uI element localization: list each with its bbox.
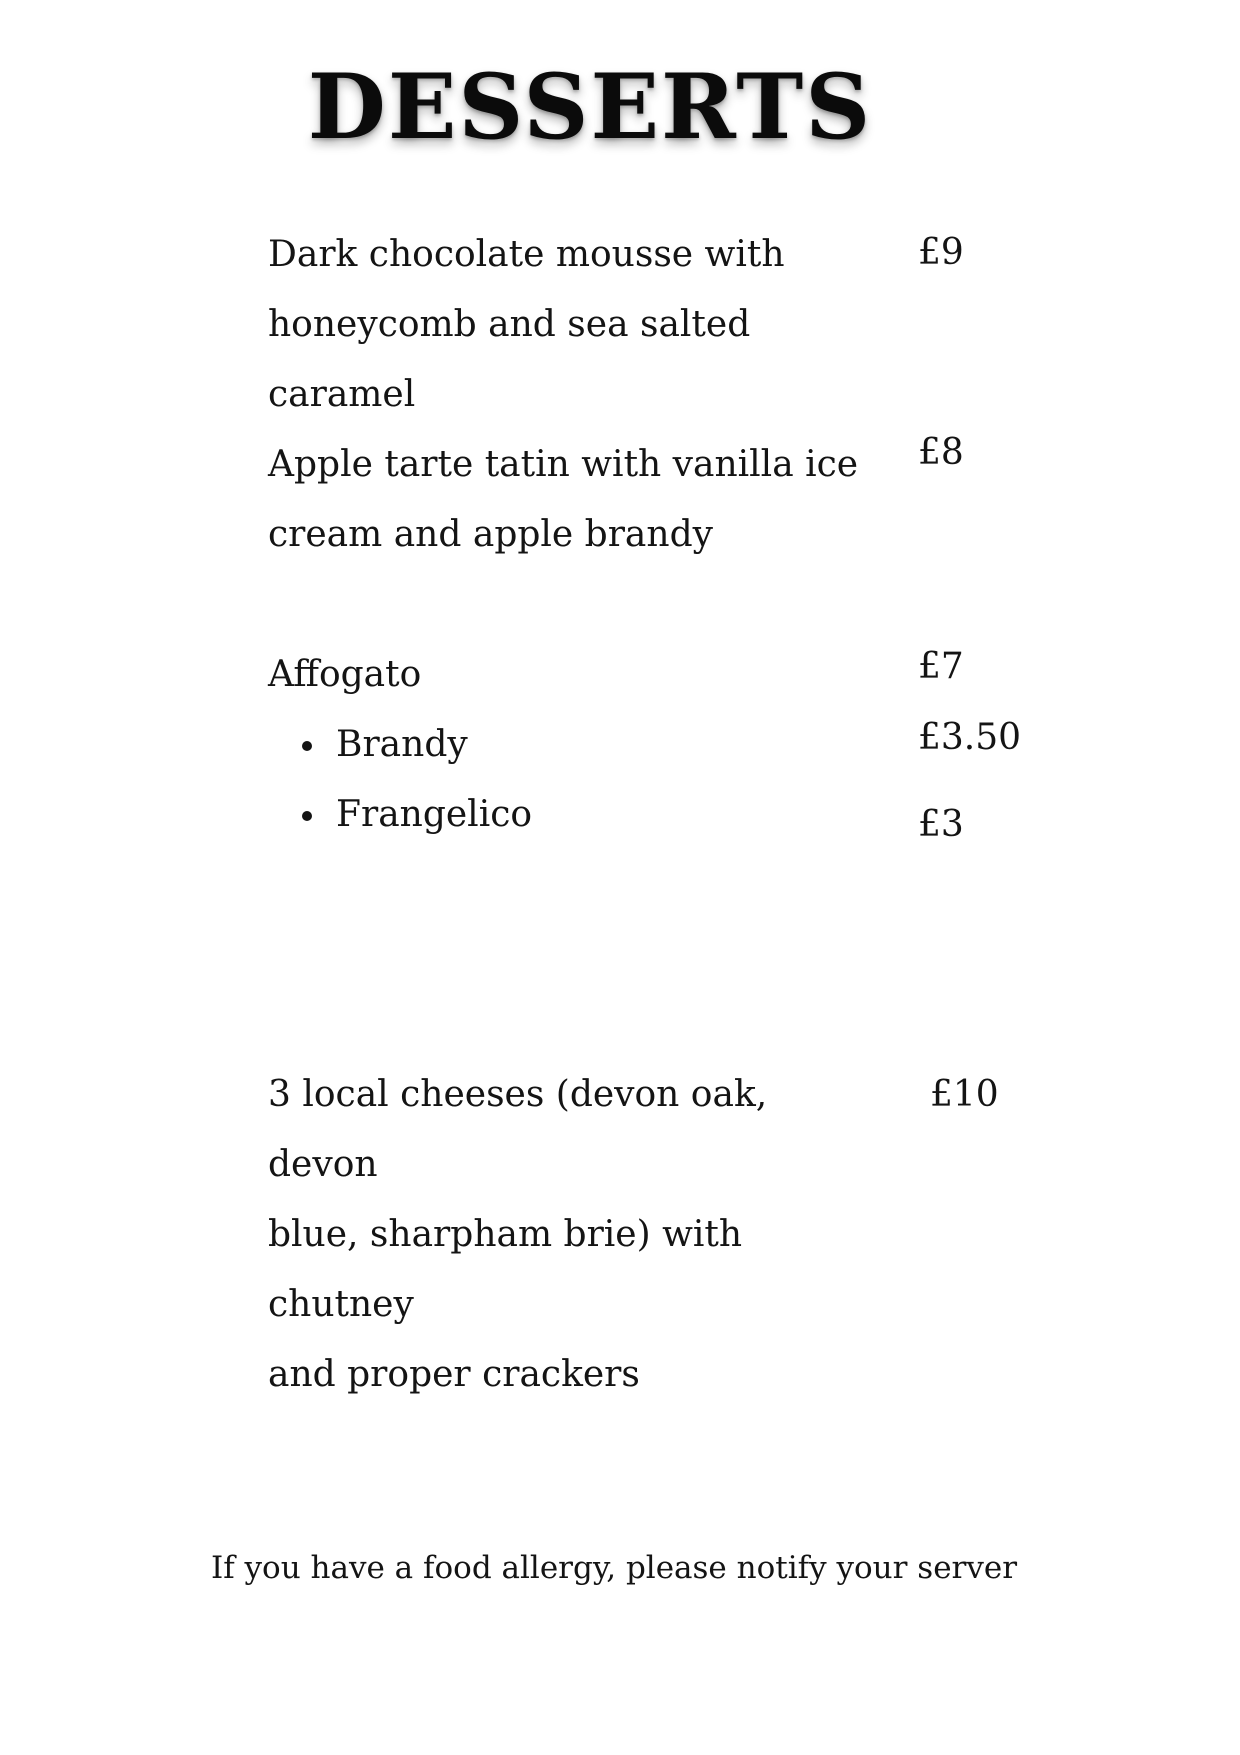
item-description-line: Dark chocolate mousse with <box>268 234 785 275</box>
item-description-line: honeycomb and sea salted caramel <box>268 304 751 415</box>
menu-item-chocolate-mousse <box>268 220 888 430</box>
item-description-line: Affogato <box>268 654 422 695</box>
allergy-note: If you have a food allergy, please notify your server <box>210 1550 1018 1586</box>
item-description-line: blue, sharpham brie) with chutney <box>268 1214 743 1325</box>
bullet-icon <box>302 811 312 821</box>
affogato-options <box>268 710 888 850</box>
page-title: DESSERTS <box>307 54 873 160</box>
option-price: £3.50 <box>918 717 1022 758</box>
item-description-line: cream and apple brandy <box>268 514 713 555</box>
item-price: £10 <box>930 1074 999 1115</box>
menu-item-cheese-board <box>268 1060 888 1410</box>
item-description-line: and proper crackers <box>268 1354 640 1395</box>
item-description-line: Apple tarte tatin with vanilla ice <box>268 444 859 485</box>
item-price: £7 <box>918 646 964 687</box>
option-label: Frangelico <box>336 794 533 835</box>
list-item <box>268 710 888 780</box>
item-price: £8 <box>918 432 964 473</box>
item-description-line: 3 local cheeses (devon oak, devon <box>268 1074 768 1185</box>
menu-item-tarte-tatin <box>268 430 888 570</box>
bullet-icon <box>302 741 312 751</box>
list-item <box>268 780 888 850</box>
option-label: Brandy <box>336 724 468 765</box>
menu-item-affogato <box>268 640 888 850</box>
item-price: £9 <box>918 232 964 273</box>
option-price: £3 <box>918 804 964 845</box>
